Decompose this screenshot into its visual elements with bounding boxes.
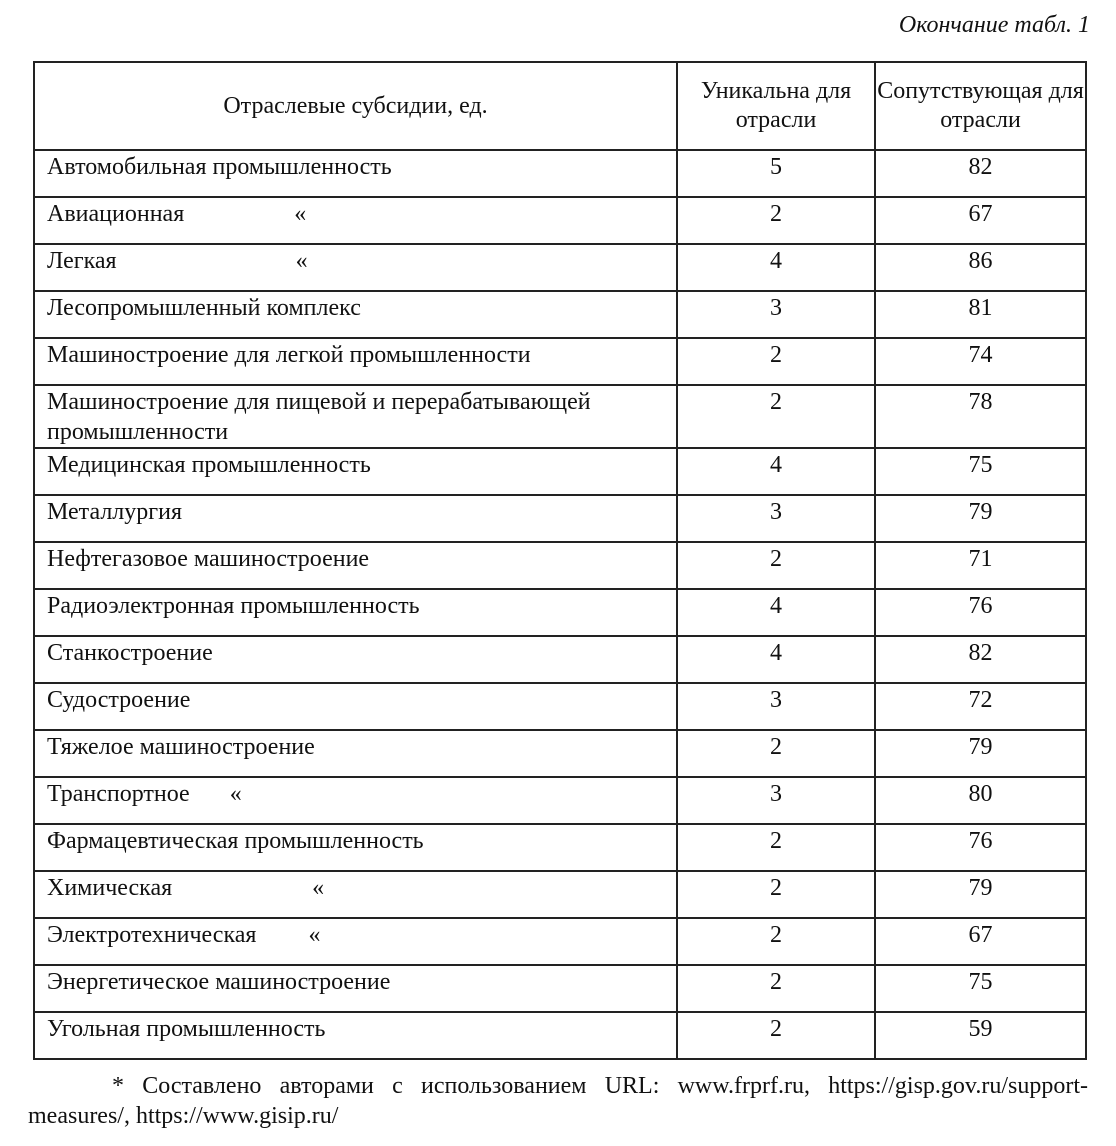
cell-industry-name xyxy=(34,291,677,338)
cell-unique-count: 2 xyxy=(677,338,875,385)
cell-related-count: 75 xyxy=(875,965,1086,1012)
table-row xyxy=(34,871,1086,918)
cell-unique-count: 3 xyxy=(677,777,875,824)
industry-name-text: Металлургия xyxy=(47,499,182,525)
table-row xyxy=(34,197,1086,244)
cell-industry-name xyxy=(34,824,677,871)
table-row xyxy=(34,542,1086,589)
cell-unique-count: 4 xyxy=(677,448,875,495)
industry-name-text: Авиационная xyxy=(47,201,185,227)
cell-related-count: 86 xyxy=(875,244,1086,291)
table-header-row xyxy=(34,62,1086,150)
ditto-mark: « xyxy=(229,781,242,807)
cell-related-count: 76 xyxy=(875,824,1086,871)
cell-industry-name xyxy=(34,150,677,197)
cell-industry-name xyxy=(34,777,677,824)
cell-industry-name xyxy=(34,338,677,385)
table-row xyxy=(34,636,1086,683)
cell-unique-count: 4 xyxy=(677,244,875,291)
table-caption: Окончание табл. 1 xyxy=(898,12,1090,38)
cell-unique-count: 4 xyxy=(677,589,875,636)
cell-related-count: 82 xyxy=(875,636,1086,683)
table-row xyxy=(34,338,1086,385)
cell-related-count: 74 xyxy=(875,338,1086,385)
cell-related-count: 75 xyxy=(875,448,1086,495)
table-row xyxy=(34,965,1086,1012)
cell-industry-name xyxy=(34,965,677,1012)
cell-unique-count: 2 xyxy=(677,871,875,918)
cell-unique-count: 2 xyxy=(677,1012,875,1059)
cell-unique-count: 2 xyxy=(677,542,875,589)
industry-name-text: Тяжелое машиностроение xyxy=(47,734,315,760)
header-industry-subsidies: Отраслевые субсидии, ед. xyxy=(34,62,677,150)
cell-unique-count: 2 xyxy=(677,730,875,777)
cell-related-count: 81 xyxy=(875,291,1086,338)
ditto-mark: « xyxy=(294,201,307,227)
industry-name-text: Автомобильная промышленность xyxy=(47,154,392,180)
cell-unique-count: 2 xyxy=(677,918,875,965)
cell-related-count: 80 xyxy=(875,777,1086,824)
cell-industry-name xyxy=(34,636,677,683)
table-row xyxy=(34,385,1086,448)
header-related-for-industry: Сопутствующая для отрасли xyxy=(875,62,1086,150)
cell-related-count: 76 xyxy=(875,589,1086,636)
cell-industry-name xyxy=(34,385,677,448)
cell-industry-name xyxy=(34,871,677,918)
table-row xyxy=(34,1012,1086,1059)
cell-related-count: 78 xyxy=(875,385,1086,448)
cell-unique-count: 3 xyxy=(677,683,875,730)
table-row xyxy=(34,495,1086,542)
cell-industry-name xyxy=(34,683,677,730)
table-row xyxy=(34,589,1086,636)
table-row xyxy=(34,448,1086,495)
cell-industry-name xyxy=(34,448,677,495)
industry-name-text: Фармацевтическая промышленность xyxy=(47,828,424,854)
table-row xyxy=(34,824,1086,871)
cell-industry-name xyxy=(34,1012,677,1059)
table-row xyxy=(34,918,1086,965)
table-row xyxy=(34,730,1086,777)
industry-name-text: Транспортное xyxy=(47,781,190,807)
cell-industry-name xyxy=(34,589,677,636)
industry-name-text: Легкая xyxy=(47,248,117,274)
cell-related-count: 72 xyxy=(875,683,1086,730)
industry-name-text: Лесопромышленный комплекс xyxy=(47,295,361,321)
cell-industry-name xyxy=(34,495,677,542)
header-unique-for-industry: Уникальна для отрасли xyxy=(677,62,875,150)
cell-related-count: 79 xyxy=(875,871,1086,918)
table-row xyxy=(34,683,1086,730)
table-row xyxy=(34,150,1086,197)
table-row xyxy=(34,777,1086,824)
industry-name-text: Машиностроение для легкой промышленности xyxy=(47,342,531,368)
cell-related-count: 71 xyxy=(875,542,1086,589)
ditto-mark: « xyxy=(312,875,325,901)
industry-name-text: Станкостроение xyxy=(47,640,213,666)
cell-industry-name xyxy=(34,542,677,589)
cell-related-count: 67 xyxy=(875,197,1086,244)
cell-unique-count: 2 xyxy=(677,197,875,244)
cell-unique-count: 3 xyxy=(677,495,875,542)
industry-name-text: Нефтегазовое машиностроение xyxy=(47,546,370,572)
industry-name-text: Электротехническая xyxy=(47,922,257,948)
ditto-mark: « xyxy=(308,922,321,948)
cell-industry-name xyxy=(34,730,677,777)
table-row xyxy=(34,244,1086,291)
industry-name-text: Медицинская промышленность xyxy=(47,452,371,478)
cell-related-count: 59 xyxy=(875,1012,1086,1059)
cell-unique-count: 5 xyxy=(677,150,875,197)
table-body xyxy=(34,150,1086,1059)
industry-name-text: Энергетическое машиностроение xyxy=(47,969,391,995)
industry-name-text: Машиностроение для пищевой и перерабатывающей промышленности xyxy=(47,389,591,445)
cell-related-count: 79 xyxy=(875,495,1086,542)
cell-unique-count: 3 xyxy=(677,291,875,338)
footnote: * Составлено авторами с использованием URL: www.frprf.ru, https://gisp.gov.ru/support-measures/, https://www.gisip.ru/ xyxy=(28,1073,1088,1129)
cell-industry-name xyxy=(34,918,677,965)
cell-unique-count: 2 xyxy=(677,824,875,871)
industry-name-text: Судостроение xyxy=(47,687,191,713)
cell-industry-name xyxy=(34,197,677,244)
cell-unique-count: 2 xyxy=(677,385,875,448)
table-row xyxy=(34,291,1086,338)
cell-related-count: 67 xyxy=(875,918,1086,965)
subsidies-table xyxy=(33,61,1087,1060)
industry-name-text: Угольная промышленность xyxy=(47,1016,326,1042)
cell-related-count: 82 xyxy=(875,150,1086,197)
cell-unique-count: 2 xyxy=(677,965,875,1012)
cell-related-count: 79 xyxy=(875,730,1086,777)
industry-name-text: Радиоэлектронная промышленность xyxy=(47,593,420,619)
industry-name-text: Химическая xyxy=(47,875,173,901)
cell-unique-count: 4 xyxy=(677,636,875,683)
cell-industry-name xyxy=(34,244,677,291)
ditto-mark: « xyxy=(295,248,308,274)
